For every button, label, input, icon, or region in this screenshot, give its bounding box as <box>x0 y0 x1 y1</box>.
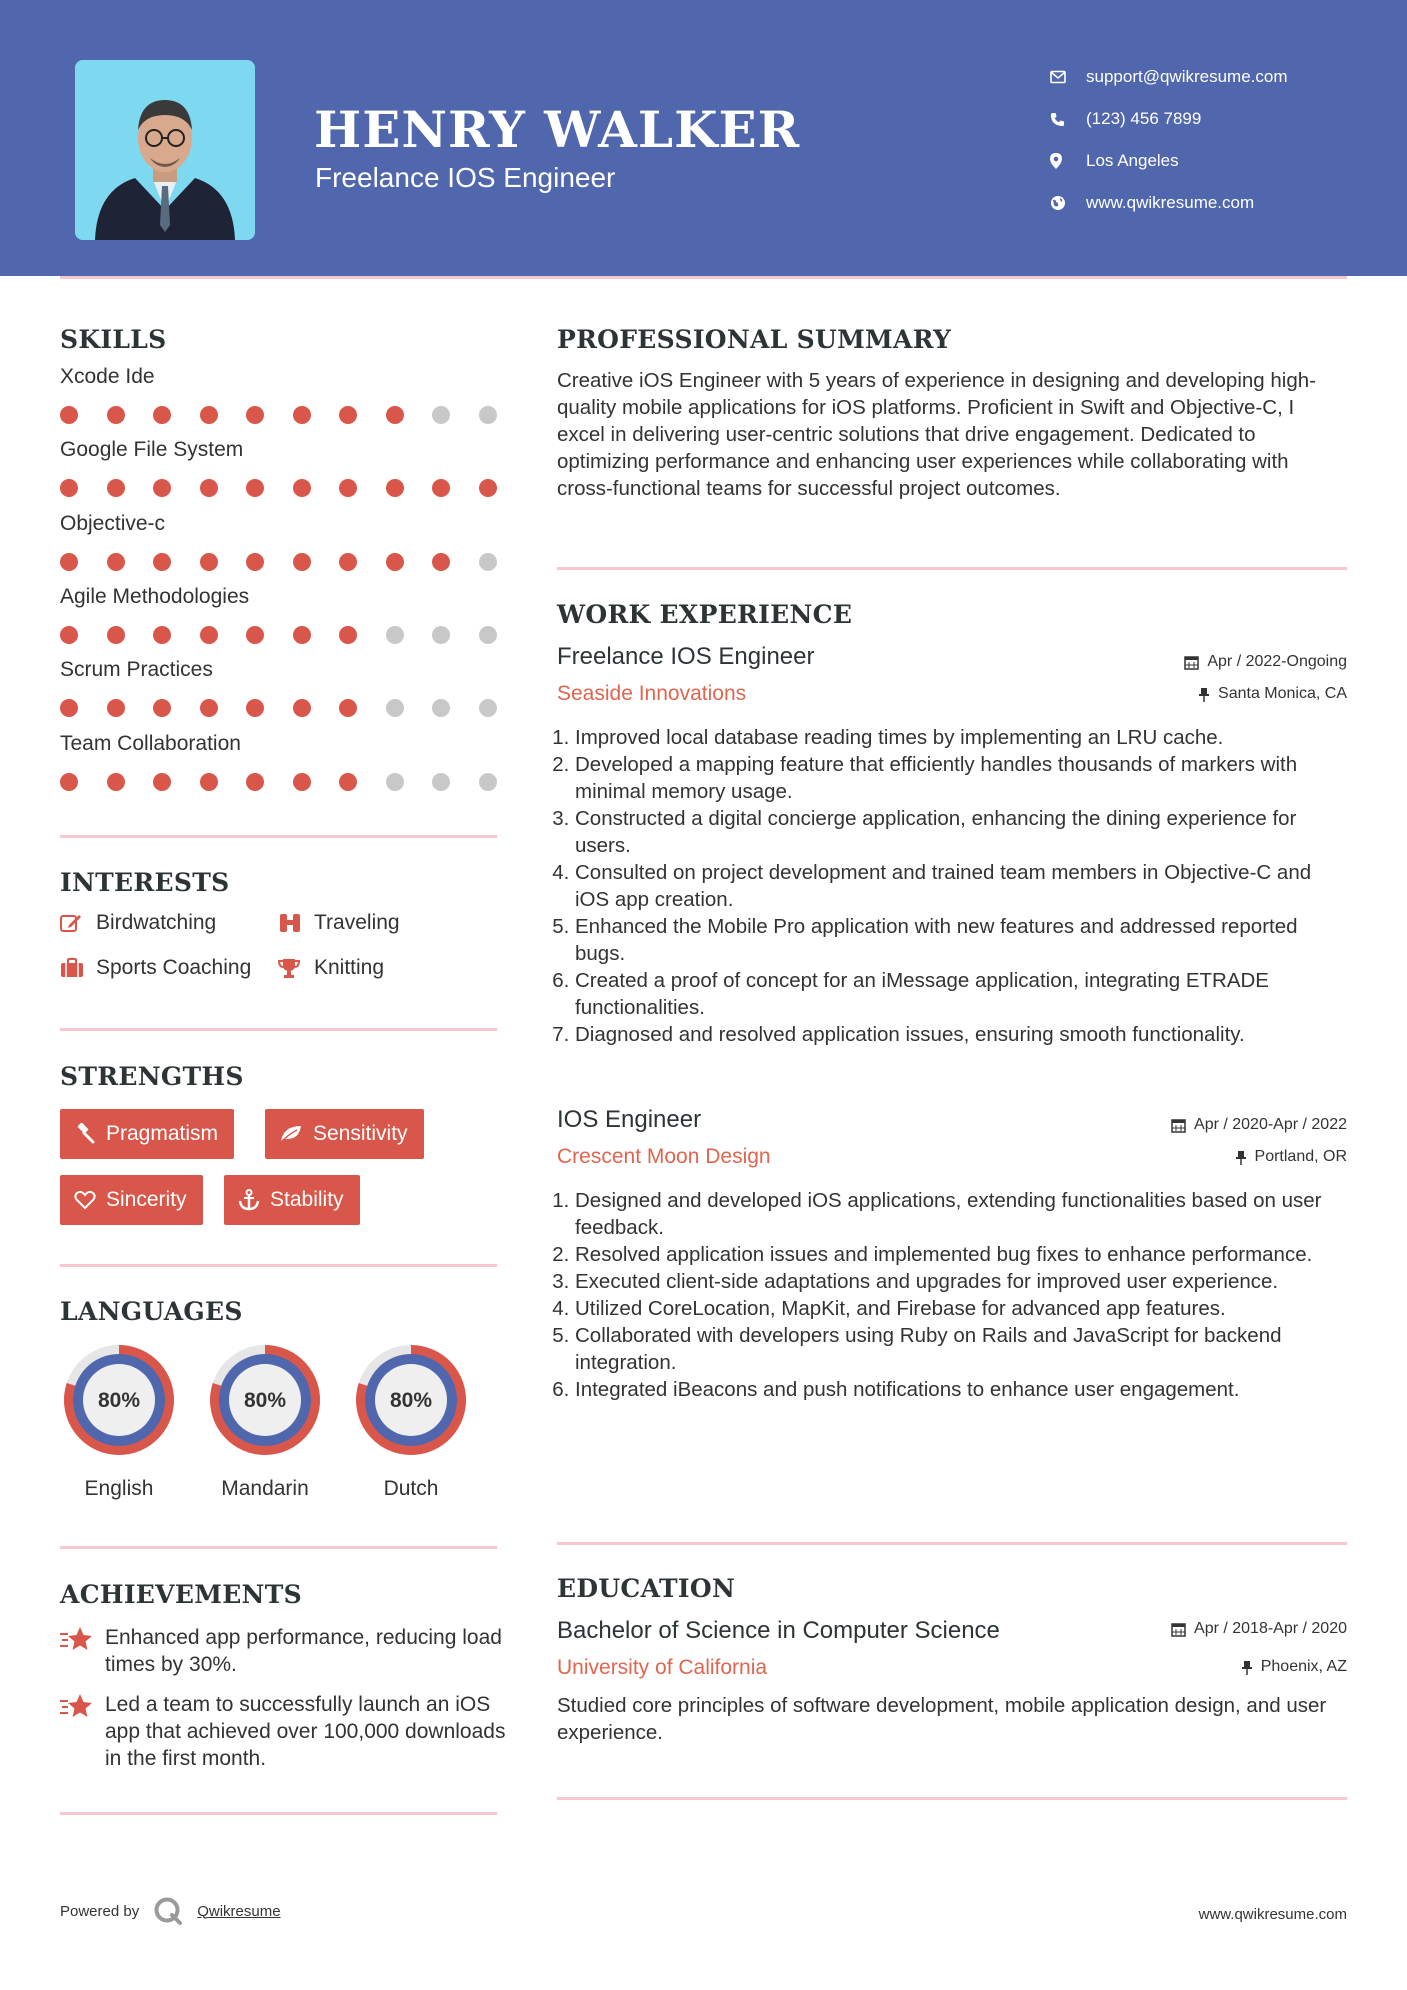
skill-name: Agile Methodologies <box>60 584 250 608</box>
interest-item <box>60 911 216 935</box>
skill-rating <box>60 553 525 571</box>
skill-dot-filled <box>386 406 404 424</box>
skill-dot-filled <box>153 479 171 497</box>
gavel-icon <box>74 1123 96 1145</box>
skill-dot-filled <box>200 773 218 791</box>
anchor-icon <box>238 1189 260 1211</box>
degree-title: Bachelor of Science in Computer Science <box>557 1617 1000 1644</box>
job-bullets <box>557 1187 1347 1403</box>
skill-dot-empty <box>432 699 450 717</box>
interest-item <box>60 956 251 980</box>
skill-dot-filled <box>293 773 311 791</box>
globe-icon <box>1050 195 1086 211</box>
skill-dot-filled <box>60 553 78 571</box>
job-bullet: 3. Executed client-side adaptations and upgrades for improved user experience. <box>575 1268 1347 1295</box>
job-location <box>1235 1148 1347 1166</box>
skill-dot-filled <box>339 626 357 644</box>
heart-icon <box>74 1190 96 1210</box>
skill-dot-filled <box>200 479 218 497</box>
header-banner <box>0 0 1407 276</box>
skill-dot-filled <box>60 773 78 791</box>
skill-dot-empty <box>386 773 404 791</box>
skill-dot-empty <box>432 406 450 424</box>
skill-name: Xcode Ide <box>60 365 155 388</box>
skill-dot-filled <box>107 626 125 644</box>
job-bullet: 7. Diagnosed and resolved application issues, ensuring smooth functionality. <box>575 1021 1347 1048</box>
skill-dot-filled <box>293 553 311 571</box>
experience-heading: WORK EXPERIENCE <box>557 600 853 629</box>
strengths-heading: STRENGTHS <box>60 1062 244 1091</box>
footer-branding <box>60 1896 281 1926</box>
skill-rating <box>60 626 525 644</box>
skill-rating <box>60 479 525 497</box>
profile-photo <box>75 60 255 240</box>
strength-tag <box>60 1109 234 1159</box>
skill-dot-filled <box>153 406 171 424</box>
skill-dot-filled <box>479 479 497 497</box>
contact-phone[interactable] <box>1050 98 1288 140</box>
interest-item <box>278 911 400 935</box>
job-location-text: Santa Monica, CA <box>1218 685 1347 702</box>
pin-icon <box>1198 687 1210 702</box>
skill-dot-filled <box>246 406 264 424</box>
achievement-text: Led a team to successfully launch an iOS app that achieved over 100,000 downloads in the first month. <box>105 1693 506 1770</box>
skill-dot-filled <box>246 773 264 791</box>
section-divider <box>557 567 1347 570</box>
skill-dot-filled <box>153 699 171 717</box>
header-divider <box>60 276 1347 279</box>
skill-dot-filled <box>339 773 357 791</box>
briefcase-icon <box>60 958 96 978</box>
skill-dot-filled <box>60 626 78 644</box>
skill-dot-empty <box>479 406 497 424</box>
skill-dot-filled <box>246 553 264 571</box>
skill-dot-empty <box>479 626 497 644</box>
language-percent: 80% <box>97 1389 141 1412</box>
envelope-icon <box>1050 70 1086 84</box>
achievement-item <box>60 1624 510 1678</box>
summary-heading: PROFESSIONAL SUMMARY <box>557 325 952 354</box>
skill-dot-filled <box>246 479 264 497</box>
contact-phone-text: (123) 456 7899 <box>1086 109 1202 128</box>
strength-tag <box>265 1109 424 1159</box>
skill-dot-filled <box>386 553 404 571</box>
qwikresume-link[interactable]: Qwikresume <box>197 1902 281 1920</box>
interest-label: Birdwatching <box>96 911 217 934</box>
skill-dot-filled <box>293 626 311 644</box>
strength-tag <box>60 1175 203 1225</box>
education-location-text: Phoenix, AZ <box>1260 1658 1347 1675</box>
education-location <box>1241 1658 1347 1676</box>
star-badge-icon <box>60 1691 105 1772</box>
achievement-text: Enhanced app performance, reducing load times by 30%. <box>105 1626 502 1676</box>
skill-dot-filled <box>200 406 218 424</box>
summary-text: Creative iOS Engineer with 5 years of experience in designing and developing high-quality mobile applications for iOS platforms. Proficient in Swift and Objective-C, I excel in delivering user-centric solutions that drive engagement. Dedicated to optimizing performance and enhancing user experiences while collaborating with cross-functional teams for successful project outcomes. <box>557 369 1316 500</box>
skill-dot-empty <box>432 773 450 791</box>
contact-website-text: www.qwikresume.com <box>1086 193 1255 212</box>
achievements-heading: ACHIEVEMENTS <box>60 1580 302 1609</box>
skill-dot-filled <box>293 699 311 717</box>
strength-tag <box>224 1175 360 1225</box>
job-location-text: Portland, OR <box>1254 1148 1347 1165</box>
interest-item <box>278 956 384 980</box>
education-dates-text: Apr / 2018-Apr / 2020 <box>1194 1620 1347 1637</box>
education-heading: EDUCATION <box>557 1574 736 1603</box>
skill-name: Team Collaboration <box>60 731 241 755</box>
skill-dot-filled <box>107 479 125 497</box>
interest-label: Sports Coaching <box>96 956 252 979</box>
skill-dot-filled <box>107 406 125 424</box>
binoculars-icon <box>278 912 314 934</box>
skill-dot-filled <box>60 406 78 424</box>
skill-dot-filled <box>432 553 450 571</box>
school-name: University of California <box>557 1656 768 1679</box>
strength-label: Sincerity <box>106 1188 187 1211</box>
job-title: IOS Engineer <box>557 1106 702 1133</box>
pin-icon <box>1241 1660 1253 1675</box>
language-name: Dutch <box>383 1477 439 1500</box>
skill-name: Objective-c <box>60 511 166 535</box>
language-item <box>58 1339 180 1501</box>
phone-icon <box>1050 112 1086 127</box>
calendar-icon <box>1171 1622 1186 1637</box>
skill-dot-filled <box>200 553 218 571</box>
calendar-icon <box>1171 1118 1186 1133</box>
job-bullet: 3. Constructed a digital concierge application, enhancing the dining experience for users. <box>575 805 1347 859</box>
job-bullet: 5. Enhanced the Mobile Pro application with new features and addressed reported bugs. <box>575 913 1347 967</box>
interests-heading: INTERESTS <box>60 868 230 897</box>
skill-dot-filled <box>246 699 264 717</box>
job-dates-text: Apr / 2022-Ongoing <box>1207 653 1347 670</box>
language-name: Mandarin <box>221 1477 309 1500</box>
qwikresume-logo-icon <box>153 1896 183 1926</box>
job-bullet: 6. Integrated iBeacons and push notifications to enhance user engagement. <box>575 1376 1347 1403</box>
skill-dot-filled <box>60 479 78 497</box>
education-dates <box>1171 1620 1347 1638</box>
skill-dot-filled <box>339 479 357 497</box>
skill-dot-filled <box>107 773 125 791</box>
skill-dot-filled <box>153 773 171 791</box>
skill-dot-empty <box>386 626 404 644</box>
skill-dot-filled <box>293 406 311 424</box>
skill-name: Scrum Practices <box>60 658 213 682</box>
language-gauge <box>350 1339 472 1461</box>
job-location <box>1198 685 1347 703</box>
skill-name: Google File System <box>60 438 244 462</box>
skill-dot-filled <box>107 699 125 717</box>
job-bullet: 4. Utilized CoreLocation, MapKit, and Firebase for advanced app features. <box>575 1295 1347 1322</box>
job-bullets <box>557 724 1347 1048</box>
skill-dot-empty <box>479 553 497 571</box>
contact-location-text: Los Angeles <box>1086 151 1179 170</box>
strength-label: Sensitivity <box>313 1122 408 1145</box>
job-dates-text: Apr / 2020-Apr / 2022 <box>1194 1116 1347 1133</box>
interest-label: Knitting <box>314 956 385 979</box>
languages-heading: LANGUAGES <box>60 1297 243 1326</box>
skill-dot-empty <box>432 626 450 644</box>
contact-email[interactable] <box>1050 56 1288 98</box>
skill-dot-filled <box>339 406 357 424</box>
job-bullet: 4. Consulted on project development and trained team members in Objective-C and iOS app creation. <box>575 859 1347 913</box>
footer-url[interactable]: www.qwikresume.com <box>1198 1906 1347 1923</box>
job-bullet: 6. Created a proof of concept for an iMessage application, integrating ETRADE functionalities. <box>575 967 1347 1021</box>
job-dates <box>1184 653 1347 671</box>
skill-dot-filled <box>200 626 218 644</box>
skills-heading: SKILLS <box>60 325 167 354</box>
section-divider <box>60 835 497 838</box>
job-bullet: 5. Collaborated with developers using Ruby on Rails and JavaScript for backend integration. <box>575 1322 1347 1376</box>
calendar-icon <box>1184 655 1199 670</box>
job-bullet: 1. Designed and developed iOS applications, extending functionalities based on user feedback. <box>575 1187 1347 1241</box>
pin-icon <box>1235 1150 1247 1165</box>
job-bullet: 1. Improved local database reading times by implementing an LRU cache. <box>575 724 1347 751</box>
language-gauge <box>204 1339 326 1461</box>
skill-dot-filled <box>293 479 311 497</box>
job-title: Freelance IOS Engineer <box>557 643 815 670</box>
strength-label: Pragmatism <box>106 1122 219 1145</box>
leaf-icon <box>279 1124 303 1144</box>
skill-dot-empty <box>479 699 497 717</box>
powered-by-text: Powered by <box>60 1902 140 1920</box>
language-percent: 80% <box>243 1389 287 1412</box>
skill-dot-filled <box>339 553 357 571</box>
achievement-item <box>60 1691 510 1772</box>
skill-dot-empty <box>479 773 497 791</box>
contact-location <box>1050 140 1288 182</box>
contact-email-text: support@qwikresume.com <box>1086 67 1288 86</box>
interest-label: Traveling <box>314 911 400 934</box>
contact-list <box>1050 56 1288 224</box>
language-item <box>204 1339 326 1501</box>
strength-label: Stability <box>270 1188 344 1211</box>
skill-dot-filled <box>153 553 171 571</box>
section-divider <box>60 1264 497 1267</box>
skill-dot-filled <box>246 626 264 644</box>
job-dates <box>1171 1116 1347 1134</box>
section-divider <box>60 1812 497 1815</box>
company-name: Seaside Innovations <box>557 682 747 705</box>
company-name: Crescent Moon Design <box>557 1145 771 1168</box>
skill-rating <box>60 699 525 717</box>
language-name: English <box>84 1477 154 1500</box>
skill-dot-filled <box>386 479 404 497</box>
language-gauge <box>58 1339 180 1461</box>
skill-dot-filled <box>60 699 78 717</box>
pencil-icon <box>60 913 96 933</box>
star-badge-icon <box>60 1624 105 1678</box>
education-description: Studied core principles of software development, mobile application design, and user experience. <box>557 1694 1327 1744</box>
job-bullet: 2. Developed a mapping feature that efficiently handles thousands of markers with minimal memory usage. <box>575 751 1347 805</box>
section-divider <box>60 1546 497 1549</box>
section-divider <box>557 1542 1347 1545</box>
language-item <box>350 1339 472 1501</box>
skill-rating <box>60 406 525 424</box>
trophy-icon <box>278 957 314 979</box>
map-marker-icon <box>1050 153 1086 169</box>
section-divider <box>557 1797 1347 1800</box>
skill-dot-filled <box>107 553 125 571</box>
job-bullet: 2. Resolved application issues and implemented bug fixes to enhance performance. <box>575 1241 1347 1268</box>
skill-dot-filled <box>153 626 171 644</box>
language-percent: 80% <box>389 1389 433 1412</box>
skill-dot-empty <box>386 699 404 717</box>
skill-dot-filled <box>432 479 450 497</box>
candidate-name: HENRY WALKER <box>314 100 801 159</box>
skill-rating <box>60 773 525 791</box>
contact-website[interactable] <box>1050 182 1288 224</box>
section-divider <box>60 1028 497 1031</box>
skill-dot-filled <box>339 699 357 717</box>
skill-dot-filled <box>200 699 218 717</box>
candidate-title: Freelance IOS Engineer <box>315 162 616 193</box>
